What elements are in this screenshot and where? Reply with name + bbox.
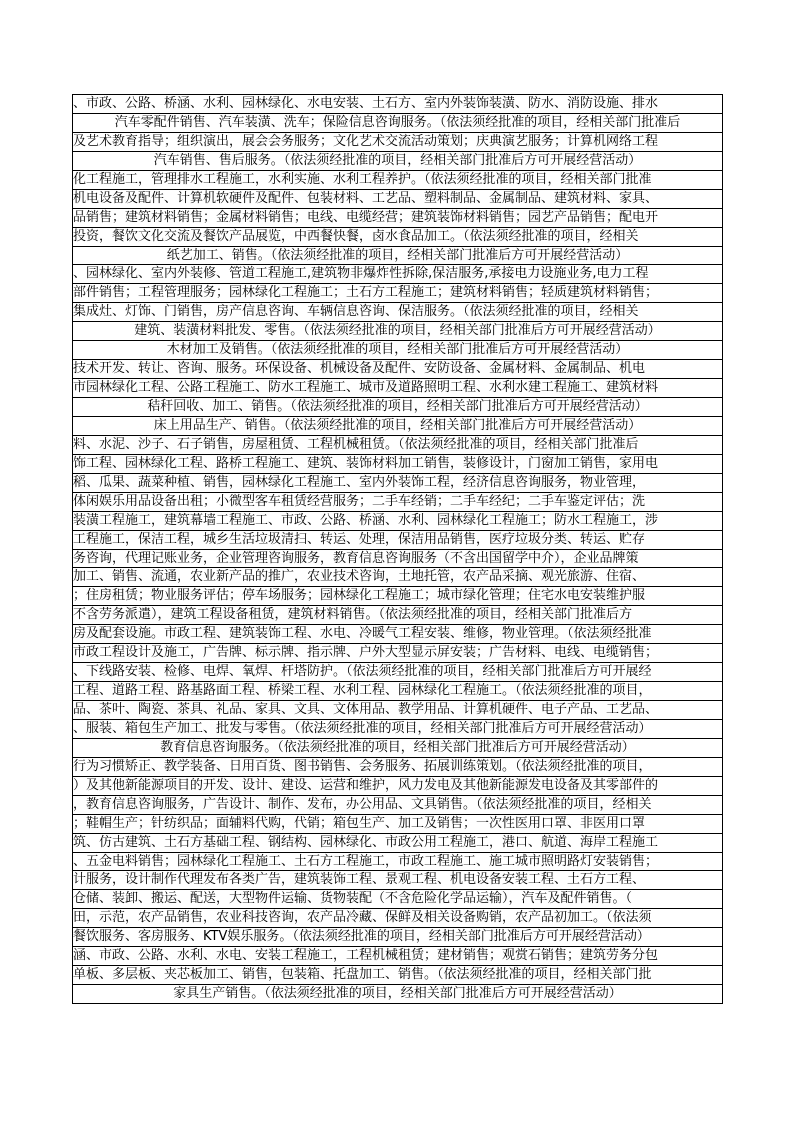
- table-row: [73, 436, 722, 455]
- row-text: 教育信息咨询服务。（依法须经批准的项目，经相关部门批准后方可开展经营活动）: [160, 739, 635, 755]
- table-row: [73, 985, 722, 1004]
- row-text: 稻、瓜果、蔬菜种植、销售，园林绿化工程施工、室内外装饰工程，经济信息咨询服务，物业管理，: [73, 474, 646, 490]
- row-text: 部件销售；工程管理服务；园林绿化工程施工；土石方工程施工；建筑材料销售；轻质建筑材料销售；: [73, 285, 659, 301]
- row-text: 、五金电料销售；园林绿化工程施工、土石方工程施工，市政工程施工、施工城市照明路灯安装销售；: [73, 853, 659, 869]
- table-row: [73, 322, 722, 341]
- row-text: 及艺术教育指导；组织演出，展会会务服务；文化艺术交流活动策划；庆典演艺服务；计算机网络工程: [73, 133, 659, 149]
- table-row: [73, 739, 722, 758]
- row-text: 化工程施工，管理排水工程施工，水利实施、水利工程养护。（依法须经批准的项目，经相关部门批准: [73, 171, 652, 187]
- table-row: [73, 682, 722, 701]
- row-text: 装潢工程施工，建筑幕墙工程施工、市政、公路、桥涵、水利、园林绿化工程施工；防水工程施工，涉: [73, 512, 659, 528]
- table-row: [73, 360, 722, 379]
- table-row: [73, 531, 722, 550]
- table-row: [73, 625, 722, 644]
- row-text: ，教育信息咨询服务，广告设计、制作、发布，办公用品、文具销售。（依法须经批准的项目，经相关: [73, 796, 652, 812]
- row-text: 田，示范，农产品销售，农业科技咨询，农产品冷藏、保鲜及相关设备购销，农产品初加工。（依法须: [73, 910, 652, 926]
- table-row: [73, 587, 722, 606]
- row-text: 木材加工及销售。（依法须经批准的项目，经相关部门批准后方可开展经营活动）: [166, 342, 629, 358]
- row-text: 建筑、装潢材料批发、零售。（依法须经批准的项目，经相关部门批准后方可开展经营活动）: [134, 323, 661, 339]
- row-text: 品销售；建筑材料销售；金属材料销售；电线、电缆经营；建筑装饰材料销售；园艺产品销售；配电开: [73, 209, 659, 225]
- row-text: 行为习惯矫正、教学装备、日用百货、图书销售、会务服务、拓展训练策划。（依法须经批准的项目，: [73, 758, 652, 774]
- row-text: 加工、销售、流通，农业新产品的推广，农业技术咨询，土地托管，农产品采摘、观光旅游、住宿、: [73, 569, 646, 585]
- table-row: [73, 663, 722, 682]
- table-row: [73, 398, 722, 417]
- row-text: 家具生产销售。（依法须经批准的项目，经相关部门批准后方可开展经营活动）: [173, 986, 622, 1002]
- table-row: [73, 928, 722, 947]
- table-row: [73, 966, 722, 985]
- row-text: 餐饮服务、客房服务、KTV娱乐服务。（依法须经批准的项目，经相关部门批准后方可开展经营活动）: [73, 929, 650, 945]
- table-row: [73, 152, 722, 171]
- row-text: 工程施工，保洁工程，城乡生活垃圾清扫、转运、处理，保洁用品销售，医疗垃圾分类、转运、贮存: [73, 531, 646, 547]
- table-row: [73, 720, 722, 739]
- table-row: [73, 284, 722, 303]
- row-text: 、市政、公路、桥涵、水利、园林绿化、水电安装、土石方、室内外装饰装潢、防水、消防设施、排水: [73, 96, 659, 111]
- table-row: [73, 265, 722, 284]
- table-row: [73, 379, 722, 398]
- table-row: [73, 853, 722, 872]
- table-row: [73, 114, 722, 133]
- row-text: 技术开发、转让、咨询、服务。环保设备、机械设备及配件、安防设备、金属材料、金属制品、机电: [73, 361, 646, 377]
- row-text: 单板、多层板、夹芯板加工、销售，包装箱、托盘加工、销售。（依法须经批准的项目，经相关部门批: [73, 967, 652, 983]
- table-row: [73, 606, 722, 625]
- row-text: 料、水泥、沙子、石子销售，房屋租赁、工程机械租赁。（依法须经批准的项目，经相关部门批准后: [73, 436, 639, 452]
- business-scope-table: [72, 94, 723, 1004]
- table-row: [73, 474, 722, 493]
- row-text: 市园林绿化工程、公路工程施工、防水工程施工、城市及道路照明工程、水利水建工程施工、建筑材料: [73, 380, 659, 396]
- row-text: 、服装、箱包生产加工、批发与零售。（依法须经批准的项目，经相关部门批准后方可开展经营活动）: [73, 720, 652, 736]
- table-row: [73, 493, 722, 512]
- row-text: ）及其他新能源项目的开发、设计、建设、运营和维护，风力发电及其他新能源发电设备及其零部件的: [73, 777, 659, 793]
- row-text: 、园林绿化、室内外装修、管道工程施工,建筑物非爆炸性拆除,保洁服务,承接电力设施业务,电力工程: [73, 266, 649, 282]
- table-row: [73, 796, 722, 815]
- row-text: ；住房租赁；物业服务评估；停车场服务；园林绿化工程施工；城市绿化管理；住宅水电安装维护服: [73, 588, 646, 604]
- table-row: [73, 758, 722, 777]
- table-row: [73, 209, 722, 228]
- row-text: 涵、市政、公路、水利、水电、安装工程施工，工程机械租赁；建材销售；观赏石销售；建筑劳务分包: [73, 948, 659, 964]
- table-row: [73, 190, 722, 209]
- row-text: 汽车销售、售后服务。（依法须经批准的项目，经相关部门批准后方可开展经营活动）: [153, 152, 642, 168]
- table-row: [73, 890, 722, 909]
- table-row: [73, 228, 722, 247]
- table-row: [73, 341, 722, 360]
- row-text: 品、茶叶、陶瓷、茶具、礼品、家具、文具、文体用品、教学用品、计算机硬件、电子产品、工艺品、: [73, 702, 659, 717]
- row-text: 床上用品生产、销售。（依法须经批准的项目，经相关部门批准后方可开展经营活动）: [153, 417, 642, 433]
- table-row: [73, 455, 722, 474]
- row-text: 投资，餐饮文化交流及餐饮产品展览，中西餐快餐，卤水食品加工。（依法须经批准的项目，经相关: [73, 228, 639, 244]
- row-text: 务咨询，代理记账业务，企业管理咨询服务，教育信息咨询服务（不含出国留学中介），企业品牌策: [73, 550, 639, 566]
- table-row: [73, 512, 722, 531]
- table-row: [73, 417, 722, 436]
- table-row: [73, 815, 722, 834]
- row-text: 、下线路安装、检修、电焊、氧焊、杆塔防护。（依法须经批准的项目，经相关部门批准后方可开展经: [73, 664, 652, 680]
- table-row: [73, 95, 722, 114]
- row-text: 纸艺加工、销售。（依法须经批准的项目，经相关部门批准后方可开展经营活动）: [166, 247, 629, 263]
- row-text: 工程、道路工程、路基路面工程、桥梁工程、水利工程、园林绿化工程施工。（依法须经批准的项目，: [73, 683, 652, 699]
- row-text: 体闲娱乐用品设备出租；小微型客车租赁经营服务；二手车经销；二手车经纪；二手车鉴定评估；洗: [73, 493, 646, 509]
- table-row: [73, 871, 722, 890]
- row-text: ；鞋帽生产；针纺织品；面辅料代购，代销；箱包生产、加工及销售；一次性医用口罩、非医用口罩: [73, 815, 646, 831]
- table-row: [73, 171, 722, 190]
- table-row: [73, 701, 722, 720]
- table-row: [73, 947, 722, 966]
- table-row: [73, 834, 722, 853]
- row-text: 市政工程设计及施工，广告牌、标示牌、指示牌、户外大型显示屏安装；广告材料、电线、电缆销售；: [73, 645, 659, 661]
- row-text: 饰工程、园林绿化工程、路桥工程施工、建筑、装饰材料加工销售，装修设计，门窗加工销售，家用电: [73, 455, 659, 471]
- table-row: [73, 133, 722, 152]
- table-row: [73, 303, 722, 322]
- row-text: 不含劳务派遣），建筑工程设备租赁，建筑材料销售。（依法须经批准的项目，经相关部门批准后方: [73, 607, 633, 623]
- row-text: 仓储、装卸、搬运、配送，大型物件运输、货物装配（不含危险化学品运输），汽车及配件销售。（: [73, 891, 633, 907]
- row-text: 汽车零配件销售、汽车装潢、洗车；保险信息咨询服务。（依法须经批准的项目，经相关部门批准后: [114, 114, 681, 130]
- table-row: [73, 644, 722, 663]
- row-text: 机电设备及配件、计算机软硬件及配件、包装材料、工艺品、塑料制品、金属制品、建筑材料、家具、: [73, 190, 659, 206]
- table-row: [73, 550, 722, 569]
- row-text: 集成灶、灯饰、门销售，房产信息咨询、车辆信息咨询、保洁服务。（依法须经批准的项目，经相关: [73, 304, 639, 320]
- table-row: [73, 247, 722, 266]
- row-text: 房及配套设施。市政工程、建筑装饰工程、水电、冷暖气工程安装、维修，物业管理。（依法须经批准: [73, 626, 652, 642]
- row-text: 计服务，设计制作代理发布各类广告，建筑装饰工程、景观工程、机电设备安装工程、土石方工程、: [73, 872, 646, 888]
- row-text: 秸秆回收、加工、销售。（依法须经批准的项目，经相关部门批准后方可开展经营活动）: [147, 399, 648, 414]
- table-row: [73, 909, 722, 928]
- table-row: [73, 568, 722, 587]
- table-row: [73, 777, 722, 796]
- row-text: 筑、仿古建筑、土石方基础工程、钢结构、园林绿化、市政公用工程施工，港口、航道、海岸工程施工: [73, 834, 659, 850]
